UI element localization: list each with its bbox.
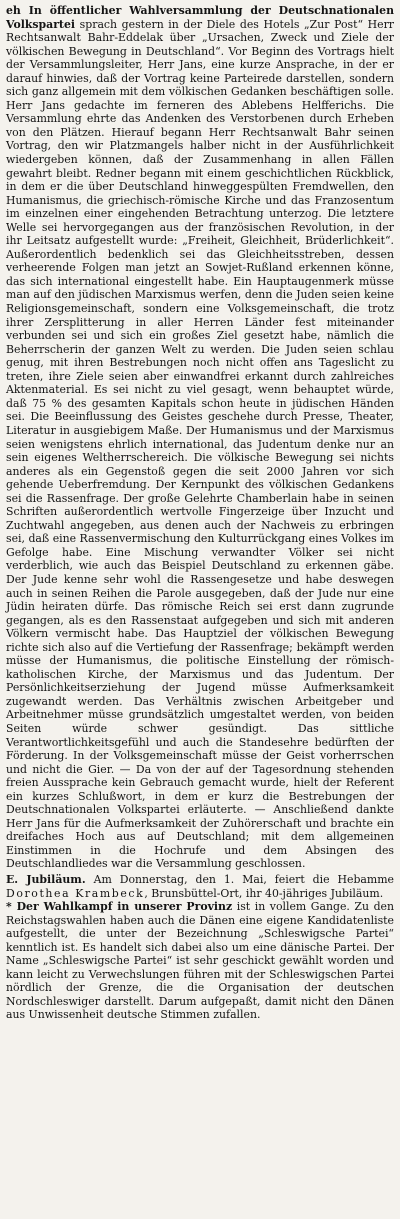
- article-body: ist in vollem Gange. Zu den Reichstagswahlen haben auch die Dänen eine eigene Kandidatenliste aufgestellt, die unter der Bezeichnung „Schleswigsche Partei“ kenntlich ist. Es handelt sich dabei also um eine dänische Partei. Der Name „Schleswigsche Partei“ ist sehr geschickt gewählt worden und kann leicht zu Verwechslungen führen mit der Schleswigschen Partei nördlich der Grenze, die die Organisation der deutschen Nordschleswiger darstellt. Darum aufgepaßt, damit nicht den Dänen aus Unwissenheit deutsche Stimmen zufallen.: [6, 900, 394, 1022]
- article-body: sprach gestern in der Diele des Hotels „Zur Post“ Herr Rechtsanwalt Bahr-Eddelak über „Ursachen, Zweck und Ziele der völkischen Bewegung in Deutschland“. Vor Beginn des Vortrags hielt der Versammlungsleiter, Herr Jans, eine kurze Ansprache, in der er darauf hinwies, daß der Vortrag keine Parteirede darstellen, sondern sich ganz allgemein mit dem völkischen Gedanken beschäftigen solle. Herr Jans gedachte im ferneren des Ablebens Helfferichs. Die Versammlung ehrte das Andenken des Verstorbenen durch Erheben von den Plätzen. Hierauf begann Herr Rechtsanwalt Bahr seinen Vortrag, den wir Platzmangels halber nicht in der Ausführlichkeit wiedergeben können, daß der Zusammenhang in allen Fällen gewahrt bleibt. Redner begann mit einem geschichtlichen Rückblick, in dem er die über Deutschland hinweggespülten Fremdwellen, den Humanismus, die griechisch-römische Kirche und das Franzosentum im einzelnen einer eingehenden Betrachtung unterzog. Die letztere Welle sei hervorgegangen aus der französischen Revolution, in der ihr Leitsatz aufgestellt wurde: „Freiheit, Gleichheit, Brüderlichkeit“. Außerordentlich bedenklich sei das Gleichheitsstreben, dessen verheerende Folgen man jetzt an Sowjet-Rußland erkennen könne, das sich international eingestellt habe. Ein Hauptaugenmerk müsse man auf den jüdischen Marxismus werfen, denn die Juden seien keine Religionsgemeinschaft, sondern eine Volksgemeinschaft, die trotz ihrer Zersplitterung in aller Herren Länder fest miteinander verbunden sei und sich ein großes Ziel gesetzt habe, nämlich die Beherrscherin der ganzen Welt zu werden. Die Juden seien schlau genug, mit ihren Bestrebungen noch nicht offen ans Tageslicht zu treten, ihre Ziele seien aber einwandfrei erkannt durch zahlreiches Aktenmaterial. Es sei nicht zu viel gesagt, wenn behauptet würde, daß 75 % des gesamten Kapitals schon heute in jüdischen Händen sei. Die Beeinflussung des Geistes geschehe durch Presse, Theater, Literatur in ausgiebigem Maße. Der Humanismus und der Marxismus seien wenigstens ehrlich international, das Judentum denke nur an sein eigenes Weltherrschereich. Die völkische Bewegung sei nichts anderes als ein Gegenstoß gegen die seit 2000 Jahren vor sich gehende Ueberfremdung. Der Kernpunkt des völkischen Gedankens sei die Rassenfrage. Der große Gelehrte Chamberlain habe in seinen Schriften außerordentlich wertvolle Fingerzeige über Inzucht und Zuchtwahl angegeben, aus denen auch der Nachweis zu erbringen sei, daß eine Rassenvermischung den Kulturrückgang eines Volkes im Gefolge habe. Eine Mischung verwandter Völker sei nicht verderblich, wie auch das Beispiel Deutschland zu erkennen gäbe. Der Jude kenne sehr wohl die Rassengesetze und habe deswegen auch in seinen Reihen die Parole ausgegeben, daß der Jude nur eine Jüdin heiraten dürfe. Das römische Reich sei erst dann zugrunde gegangen, als es den Rassenstaat aufgegeben und sich mit anderen Völkern vermischt habe. Das Hauptziel der völkischen Bewegung richte sich also auf die Vertiefung der Rassenfrage; bekämpft werden müsse der Humanismus, die politische Einstellung der römisch-katholischen Kirche, der Marxismus und das Judentum. Der Persönlichkeitserziehung der Jugend müsse Aufmerksamkeit zugewandt werden. Das Verhältnis zwischen Arbeitgeber und Arbeitnehmer müsse grundsätzlich umgestaltet werden, von beiden Seiten würde schwer gesündigt. Das sittliche Verantwortlichkeitsgefühl und auch die Standesehre bedürften der Förderung. In der Volksgemeinschaft müsse der Geist vorherrschen und nicht die Gier. — Da von der auf der Tagesordnung stehenden freien Aussprache kein Gebrauch gemacht wurde, hielt der Referent ein kurzes Schlußwort, in dem er kurz die Bestrebungen der Deutschnationalen Volkspartei erläuterte. — Anschließend dankte Herr Jans für die Aufmerksamkeit der Zuhörerschaft und brachte ein dreifaches Hoch aus auf Deutschland; mit dem allgemeinen Einstimmen in die Hochrufe und dem Absingen des Deutschlandliedes war die Versammlung geschlossen.: [6, 17, 395, 871]
- article-text: Am Donnerstag, den 1. Mai, feiert die Hebamme: [93, 873, 395, 886]
- article-paragraph: [6, 900, 394, 1022]
- article-paragraph: [6, 873, 394, 900]
- article-paragraph: [6, 4, 394, 871]
- article-text: , Brunsbüttel-Ort, ihr 40-jähriges Jubiläum.: [144, 886, 384, 900]
- article-wahlkampf: [6, 900, 394, 1022]
- person-name: Dorothea Krambeck: [6, 886, 145, 900]
- article-lead: E. Jubiläum.: [6, 873, 86, 886]
- article-wahlversammlung: [6, 4, 394, 871]
- article-jubilaeum: [6, 873, 394, 900]
- article-lead: eh In öffentlicher Wahlversammlung der Deutschnationalen Volkspartei: [6, 4, 394, 31]
- article-lead: * Der Wahlkampf in unserer Provinz: [6, 900, 233, 914]
